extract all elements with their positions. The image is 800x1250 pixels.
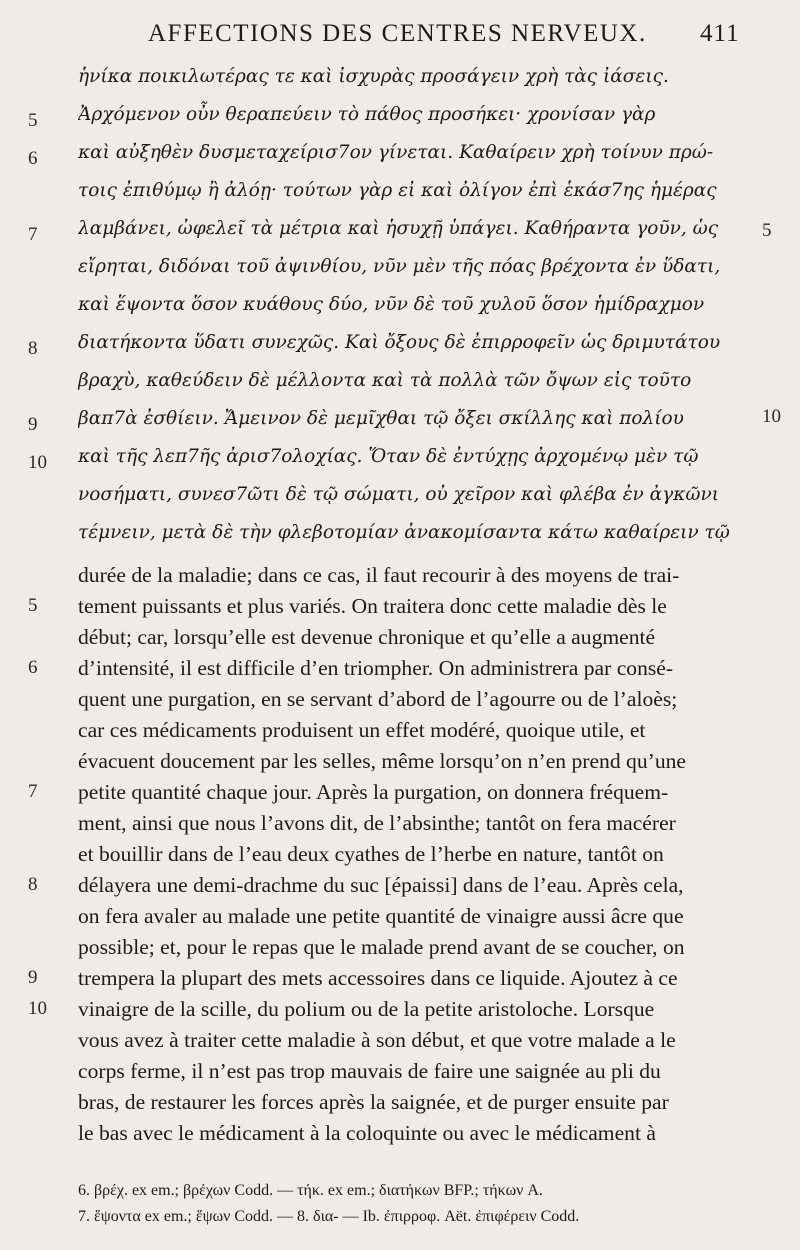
french-line: le bas avec le médicament à la coloquinte ou avec le médicament à <box>78 1121 656 1145</box>
greek-line: βραχὺ, καθεύδειν δὲ μέλλοντα καὶ τὰ πολλὰ τῶν ὄψων εἰς τοῦτο <box>78 370 692 391</box>
french-line: petite quantité chaque jour. Après la purgation, on donnera fréquem- <box>78 780 669 804</box>
margin-line-number: 6 <box>28 657 38 678</box>
margin-line-number: 8 <box>28 338 38 359</box>
french-line: ment, ainsi que nous l’avons dit, de l’absinthe; tantôt on fera macérer <box>78 811 676 835</box>
french-line: durée de la maladie; dans ce cas, il faut recourir à des moyens de trai- <box>78 563 680 587</box>
french-line: corps ferme, il n’est pas trop mauvais de faire une saignée au pli du <box>78 1059 661 1083</box>
margin-line-number: 9 <box>28 414 38 435</box>
footnote-line: 7. ἕψοντα ex em.; ἕψων Codd. — 8. δια- — Ib. ἐπιρροφ. Aët. ἐπιφέρειν Codd. <box>78 1208 580 1225</box>
greek-line: καὶ αὐξηθὲν δυσμεταχείρισ7ον γίνεται. Καθαίρειν χρὴ τοίνυν πρώ- <box>78 142 714 163</box>
margin-line-number: 10 <box>28 998 47 1019</box>
running-title: AFFECTIONS DES CENTRES NERVEUX. <box>148 20 647 47</box>
french-line: évacuent doucement par les selles, même lorsqu’on n’en prend qu’une <box>78 749 687 773</box>
greek-line: ἡνίκα ποικιλωτέρας τε καὶ ἰσχυρὰς προσάγειν χρὴ τὰς ἰάσεις. <box>78 66 669 87</box>
greek-line: λαμβάνει, ὠφελεῖ τὰ μέτρια καὶ ἡσυχῇ ὑπάγει. Καθήραντα γοῦν, ὡς <box>78 218 719 239</box>
french-line: trempera la plupart des mets accessoires dans ce liquide. Ajoutez à ce <box>78 966 678 990</box>
french-line: délayera une demi-drachme du suc [épaissi] dans de l’eau. Après cela, <box>78 873 684 897</box>
greek-line: νοσήματι, συνεσ7ῶτι δὲ τῷ σώματι, οὐ χεῖρον καὶ φλέβα ἐν ἀγκῶνι <box>78 484 719 505</box>
margin-line-number: 6 <box>28 148 38 169</box>
margin-line-number: 8 <box>28 874 38 895</box>
margin-line-number: 9 <box>28 967 38 988</box>
french-line: bras, de restaurer les forces après la saignée, et de purger ensuite par <box>78 1090 669 1114</box>
page-number: 411 <box>700 20 740 47</box>
greek-line: εἴρηται, διδόναι τοῦ ἀψινθίου, νῦν μὲν τῆς πόας βρέχοντα ἐν ὕδατι, <box>78 256 721 277</box>
french-line: possible; et, pour le repas que le malade prend avant de se coucher, on <box>78 935 685 959</box>
margin-line-number: 5 <box>28 110 38 131</box>
french-line: début; car, lorsqu’elle est devenue chronique et qu’elle a augmenté <box>78 625 656 649</box>
greek-line: τοις ἐπιθύμῳ ἢ ἀλόῃ· τούτων γὰρ εἰ καὶ ὀλίγον ἐπὶ ἑκάσ7ης ἡμέρας <box>78 180 717 201</box>
french-line: car ces médicaments produisent un effet modéré, quoique utile, et <box>78 718 646 742</box>
french-line: vinaigre de la scille, du polium ou de la petite aristoloche. Lorsque <box>78 997 655 1021</box>
greek-line: καὶ ἕψοντα ὅσον κυάθους δύο, νῦν δὲ τοῦ χυλοῦ ὅσον ἡμίδραχμον <box>78 294 705 315</box>
footnote-line: 6. βρέχ. ex em.; βρέχων Codd. — τήκ. ex em.; διατήκων BFP.; τήκων A. <box>78 1182 543 1199</box>
greek-line: διατήκοντα ὕδατι συνεχῶς. Καὶ ὄξους δὲ ἐπιρροφεῖν ὡς δριμυτάτου <box>78 332 721 353</box>
margin-line-number: 5 <box>28 595 38 616</box>
page-header <box>0 20 800 56</box>
greek-line: καὶ τῆς λεπ7ῆς ἀρισ7ολοχίας. Ὅταν δὲ ἐντύχῃς ἀρχομένῳ μὲν τῷ <box>78 446 699 467</box>
greek-line: Ἀρχόμενον οὖν θεραπεύειν τὸ πάθος προσήκει· χρονίσαν γὰρ <box>78 104 656 125</box>
margin-line-number: 7 <box>28 224 38 245</box>
margin-line-number-right: 5 <box>762 220 772 241</box>
margin-line-number-right: 10 <box>762 406 781 427</box>
french-line: et bouillir dans de l’eau deux cyathes de l’herbe en nature, tantôt on <box>78 842 664 866</box>
greek-line: βαπ7ὰ ἐσθίειν. Ἄμεινον δὲ μεμῖχθαι τῷ ὄξει σκίλλης καὶ πολίου <box>78 408 684 429</box>
french-line: on fera avaler au malade une petite quantité de vinaigre aussi âcre que <box>78 904 684 928</box>
french-line: tement puissants et plus variés. On traitera donc cette maladie dès le <box>78 594 667 618</box>
margin-line-number: 7 <box>28 781 38 802</box>
french-line: vous avez à traiter cette maladie à son début, et que votre malade a le <box>78 1028 676 1052</box>
greek-line: τέμνειν, μετὰ δὲ τὴν φλεβοτομίαν ἀνακομίσαντα κάτω καθαίρειν τῷ <box>78 522 730 543</box>
margin-line-number: 10 <box>28 452 47 473</box>
french-line: quent une purgation, en se servant d’abord de l’agourre ou de l’aloès; <box>78 687 678 711</box>
french-line: d’intensité, il est difficile d’en triompher. On administrera par consé- <box>78 656 674 680</box>
